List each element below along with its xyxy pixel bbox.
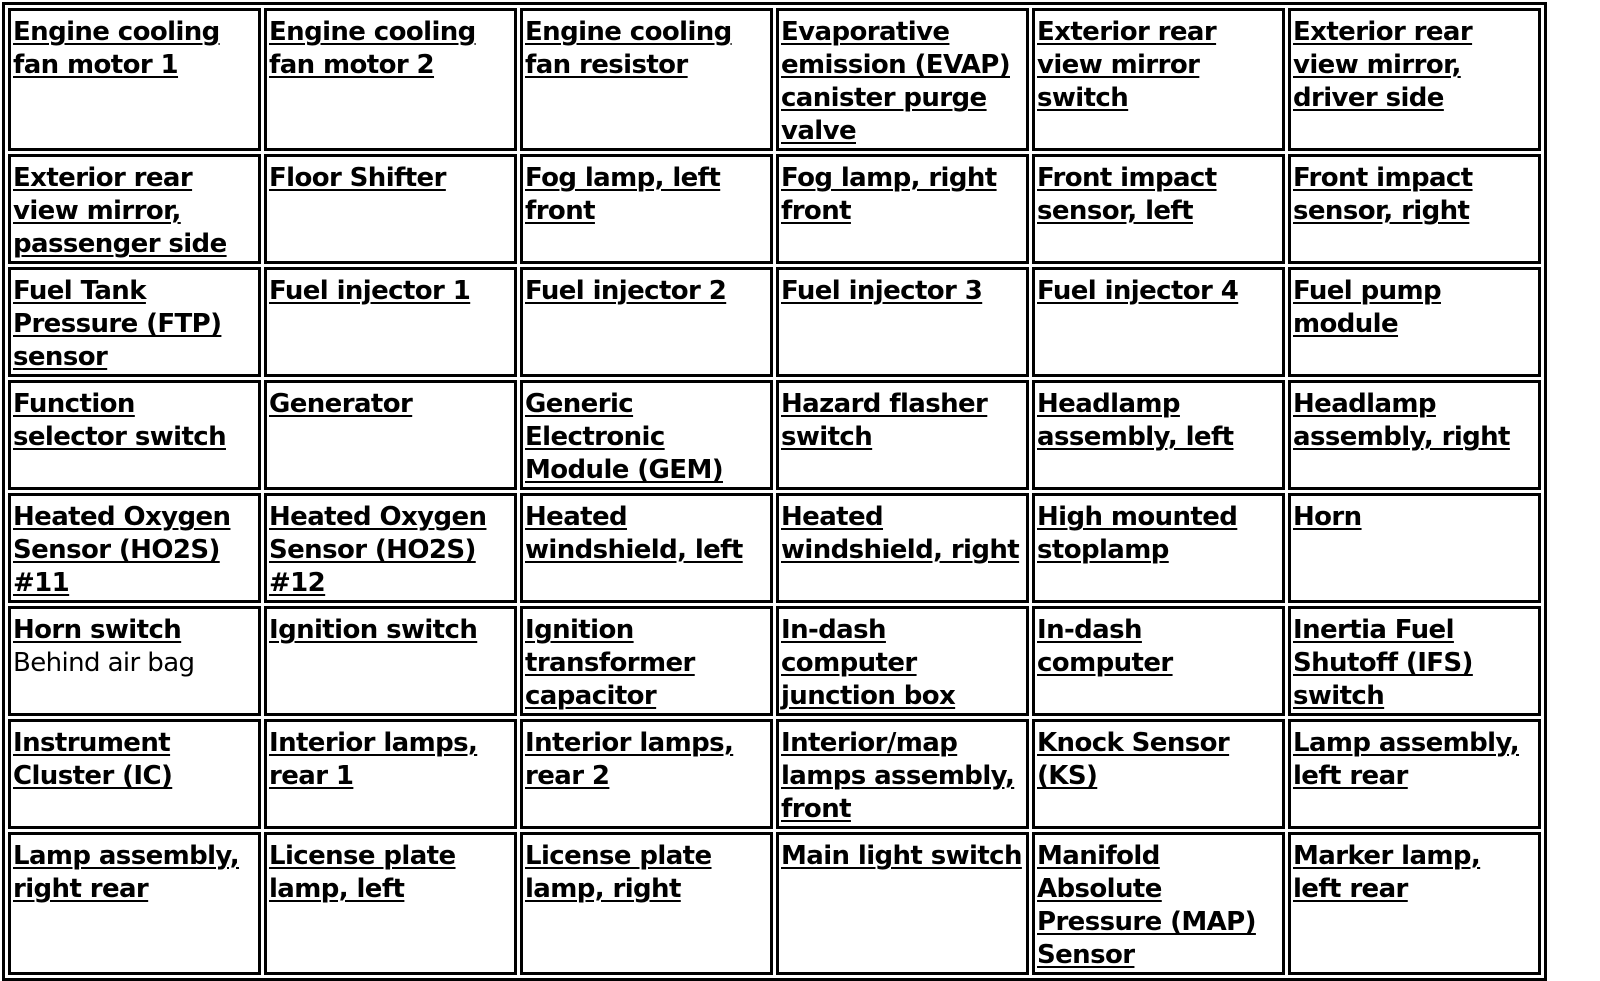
component-link[interactable]: Fuel injector 1 [269, 276, 471, 306]
table-cell [1032, 832, 1285, 975]
table-cell [1032, 606, 1285, 716]
table-cell [776, 8, 1029, 151]
table-cell [1288, 606, 1541, 716]
component-link[interactable]: Fuel pump module [1293, 276, 1441, 339]
component-link[interactable]: Floor Shifter [269, 163, 446, 193]
component-link[interactable]: Lamp assembly, left rear [1293, 728, 1520, 791]
table-row [8, 267, 1541, 377]
component-link[interactable]: Lamp assembly, right rear [13, 841, 240, 904]
component-link[interactable]: Horn switch [13, 615, 182, 645]
table-row [8, 493, 1541, 603]
component-link[interactable]: Manifold Absolute Pressure (MAP) Sensor [1037, 841, 1256, 970]
component-link[interactable]: Engine cooling fan motor 2 [269, 17, 476, 80]
component-link[interactable]: Heated Oxygen Sensor (HO2S) #11 [13, 502, 231, 598]
table-cell [1288, 380, 1541, 490]
component-link[interactable]: Fuel injector 3 [781, 276, 983, 306]
table-cell [8, 267, 261, 377]
table-cell [520, 8, 773, 151]
table-cell [776, 832, 1029, 975]
component-link[interactable]: Front impact sensor, left [1037, 163, 1217, 226]
table-cell [776, 606, 1029, 716]
component-link[interactable]: License plate lamp, left [269, 841, 456, 904]
component-link[interactable]: Fog lamp, left front [525, 163, 721, 226]
table-cell [1288, 154, 1541, 264]
component-link[interactable]: Heated windshield, right [781, 502, 1020, 565]
table-cell [8, 606, 261, 716]
component-link[interactable]: Engine cooling fan resistor [525, 17, 732, 80]
component-link[interactable]: License plate lamp, right [525, 841, 712, 904]
table-cell [520, 380, 773, 490]
component-link[interactable]: Main light switch [781, 841, 1022, 871]
component-link[interactable]: Horn [1293, 502, 1362, 532]
component-link[interactable]: Fog lamp, right front [781, 163, 997, 226]
component-link[interactable]: Interior/map lamps assembly, front [781, 728, 1015, 824]
table-row [8, 154, 1541, 264]
table-cell [8, 832, 261, 975]
component-link[interactable]: Interior lamps, rear 1 [269, 728, 478, 791]
table-cell [776, 719, 1029, 829]
table-cell [776, 267, 1029, 377]
table-cell [1288, 832, 1541, 975]
table-cell [8, 154, 261, 264]
table-cell [264, 8, 517, 151]
component-link[interactable]: Hazard flasher switch [781, 389, 988, 452]
component-locator-table [2, 2, 1547, 981]
table-cell [1032, 154, 1285, 264]
component-link[interactable]: Marker lamp, left rear [1293, 841, 1481, 904]
component-link[interactable]: Instrument Cluster (IC) [13, 728, 173, 791]
table-cell [1032, 719, 1285, 829]
table-cell [1032, 8, 1285, 151]
component-link[interactable]: Front impact sensor, right [1293, 163, 1473, 226]
component-link[interactable]: Generator [269, 389, 413, 419]
table-row [8, 832, 1541, 975]
table-cell [1288, 493, 1541, 603]
component-link[interactable]: Exterior rear view mirror, driver side [1293, 17, 1473, 113]
table-cell [520, 832, 773, 975]
table-cell [264, 380, 517, 490]
component-link[interactable]: Generic Electronic Module (GEM) [525, 389, 723, 485]
table-row [8, 8, 1541, 151]
component-link[interactable]: Exterior rear view mirror switch [1037, 17, 1217, 113]
table-row [8, 719, 1541, 829]
table-cell [1288, 719, 1541, 829]
table-cell [520, 606, 773, 716]
table-cell [1032, 380, 1285, 490]
table-cell [264, 832, 517, 975]
component-table-body [8, 8, 1541, 975]
component-link[interactable]: Fuel injector 4 [1037, 276, 1239, 306]
component-link[interactable]: Fuel Tank Pressure (FTP) sensor [13, 276, 222, 372]
component-link[interactable]: Fuel injector 2 [525, 276, 727, 306]
table-cell [776, 154, 1029, 264]
table-cell [520, 719, 773, 829]
component-link[interactable]: In-dash computer [1037, 615, 1173, 678]
component-link[interactable]: Ignition transformer capacitor [525, 615, 695, 711]
table-cell [264, 154, 517, 264]
component-link[interactable]: Heated windshield, left [525, 502, 743, 565]
table-cell [520, 267, 773, 377]
component-link[interactable]: Interior lamps, rear 2 [525, 728, 734, 791]
table-cell [264, 719, 517, 829]
table-cell [8, 493, 261, 603]
table-row [8, 606, 1541, 716]
table-cell [776, 380, 1029, 490]
component-link[interactable]: Heated Oxygen Sensor (HO2S) #12 [269, 502, 487, 598]
component-link[interactable]: In-dash computer junction box [781, 615, 956, 711]
table-cell [8, 380, 261, 490]
table-cell [8, 8, 261, 151]
component-link[interactable]: Exterior rear view mirror, passenger side [13, 163, 227, 259]
table-cell [264, 493, 517, 603]
table-cell [1032, 267, 1285, 377]
table-cell [8, 719, 261, 829]
component-link[interactable]: Headlamp assembly, right [1293, 389, 1510, 452]
table-cell [776, 493, 1029, 603]
table-cell [520, 154, 773, 264]
table-cell [1288, 8, 1541, 151]
component-link[interactable]: High mounted stoplamp [1037, 502, 1238, 565]
component-link[interactable]: Function selector switch [13, 389, 226, 452]
table-cell [1288, 267, 1541, 377]
table-cell [520, 493, 773, 603]
table-row [8, 380, 1541, 490]
component-link[interactable]: Headlamp assembly, left [1037, 389, 1234, 452]
component-link[interactable]: Ignition switch [269, 615, 478, 645]
component-link[interactable]: Knock Sensor (KS) [1037, 728, 1230, 791]
table-cell [264, 606, 517, 716]
location-note: Behind air bag [13, 648, 195, 678]
component-link[interactable]: Inertia Fuel Shutoff (IFS) switch [1293, 615, 1473, 711]
table-cell [1032, 493, 1285, 603]
table-cell [264, 267, 517, 377]
component-link[interactable]: Engine cooling fan motor 1 [13, 17, 220, 80]
component-link[interactable]: Evaporative emission (EVAP) canister purge valve [781, 17, 1010, 146]
